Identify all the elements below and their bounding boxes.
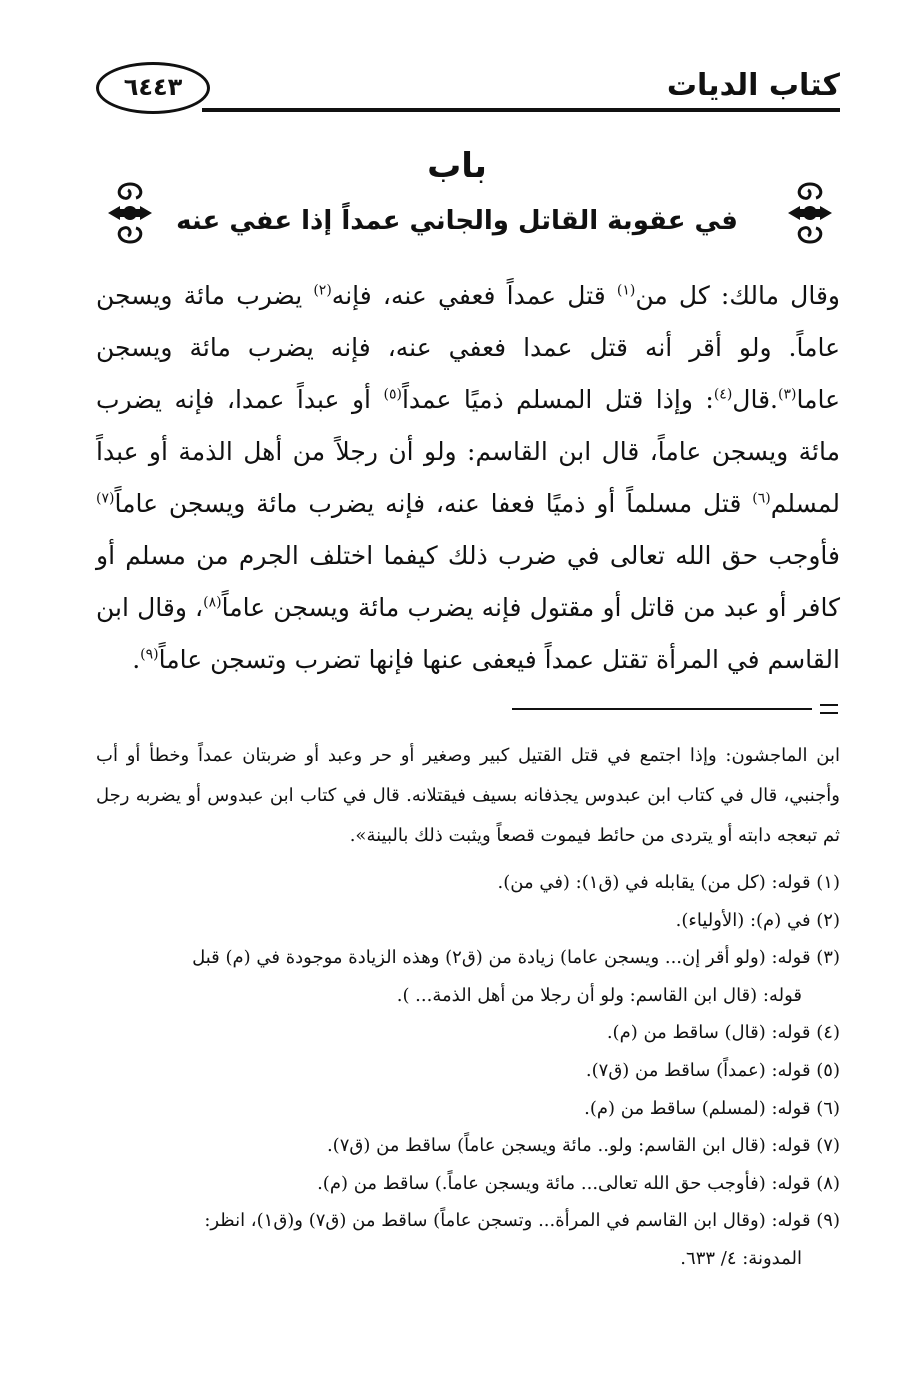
footnote: (٥) قوله: (عمداً) ساقط من (ق٧). — [585, 1059, 840, 1081]
body-text-run: .قال — [732, 385, 778, 414]
body-text-run: ، وقال ابن القاسم في المرأة تقتل عمداً فيعفى عنها فإنها تضرب وتسجن عاماً — [96, 593, 840, 674]
footnote-ref: (٦) — [752, 490, 771, 507]
footnote-ref: (٩) — [140, 646, 159, 663]
footnotes-list — [96, 864, 840, 1278]
footnote: (٨) قوله: (فأوجب حق الله تعالى... مائة ويسجن عاماً.) ساقط من (م). — [317, 1172, 840, 1194]
footnote: (٣) قوله: (ولو أقر إن... ويسجن عاما) زيادة من (ق٢) وهذه الزيادة موجودة في (م) قبل — [192, 947, 840, 969]
footnote-continuation-line: المدونة: ٤/ ٦٣٣. — [680, 1247, 802, 1269]
footnote-ref: (٣) — [777, 386, 797, 403]
body-text-run: فأوجب حق الله تعالى في ضرب ذلك كيفما اختلف الجرم من مسلم أو كافر أو عبد من قاتل أو مقتول فإنه يضرب مائة ويسجن عاماً — [96, 541, 841, 622]
footnote: (٢) في (م): (الأولياء). — [675, 909, 840, 931]
footnote-continuation: ابن الماجشون: وإذا اجتمع في قتل القتيل كبير وصغير أو حر وعبد أو ضربتان عمداً وخطأ أو أب وأجنبي، قال في كتاب ابن عبدوس يجذفانه بسيف فيقتلانه. قال في كتاب ابن عبدوس أو يضربه رجل ثم تبعجه دابته أو يتردى من حائط فيموت قصعاً ويثبت ذلك بالبينة». — [96, 745, 840, 846]
body-text-run: أو عبداً عمدا، فإنه يضرب مائة ويسجن عاماً، قال ابن القاسم: ولو أن رجلاً من أهل الذمة أو عبداً لمسلم — [96, 385, 840, 518]
page-header — [92, 58, 840, 118]
body-text-run: وقال مالك: كل من — [635, 281, 840, 310]
footnote-separator — [512, 704, 840, 714]
footnote-continuation-line: قوله: (قال ابن القاسم: ولو أن رجلا من أهل الذمة... ). — [396, 984, 802, 1006]
footnote: (٩) قوله: (وقال ابن القاسم في المرأة... وتسجن عاماً) ساقط من (ق٧) و(ق١)، انظر: — [204, 1210, 840, 1232]
footnote: (٦) قوله: (لمسلم) ساقط من (م). — [584, 1097, 840, 1119]
body-text-run: : وإذا قتل المسلم ذميًا عمداً — [401, 385, 714, 414]
body-text-run: يضرب مائة ويسجن عاماً. ولو أقر أنه قتل عمدا فعفي عنه، فإنه يضرب مائة ويسجن عاما — [96, 281, 840, 414]
header-rule — [202, 108, 840, 112]
footnote-ref: (٥) — [383, 386, 402, 403]
footnote-ref: (٢) — [313, 282, 332, 299]
footnote: (١) قوله: (كل من) يقابله في (ق١): (في من). — [497, 872, 840, 893]
running-title: كتاب الديات — [666, 68, 840, 103]
main-text — [96, 270, 840, 686]
footnote-ref: (٧) — [96, 490, 115, 507]
page-number-badge — [96, 62, 210, 114]
footnote-ref: (٨) — [203, 594, 222, 611]
footnote: (٤) قوله: (قال) ساقط من (م). — [606, 1022, 840, 1044]
footnote: (٧) قوله: (قال ابن القاسم: ولو.. مائة ويسجن عاماً) ساقط من (ق٧). — [326, 1135, 840, 1157]
footnote-ref: (٤) — [713, 386, 733, 403]
chapter-subtitle: في عقوبة القاتل والجاني عمداً إذا عفي عنه — [176, 206, 738, 236]
footnote-ref: (١) — [616, 282, 636, 299]
body-text-run: قتل مسلماً أو ذميًا فعفا عنه، فإنه يضرب مائة ويسجن عاماً — [114, 489, 753, 518]
body-text-run: . — [132, 645, 141, 674]
body-text-run: قتل عمداً فعفي عنه، فإنه — [331, 281, 617, 310]
page-number: ٦٤٤٣ — [123, 73, 183, 101]
chapter-label: باب — [427, 146, 487, 186]
